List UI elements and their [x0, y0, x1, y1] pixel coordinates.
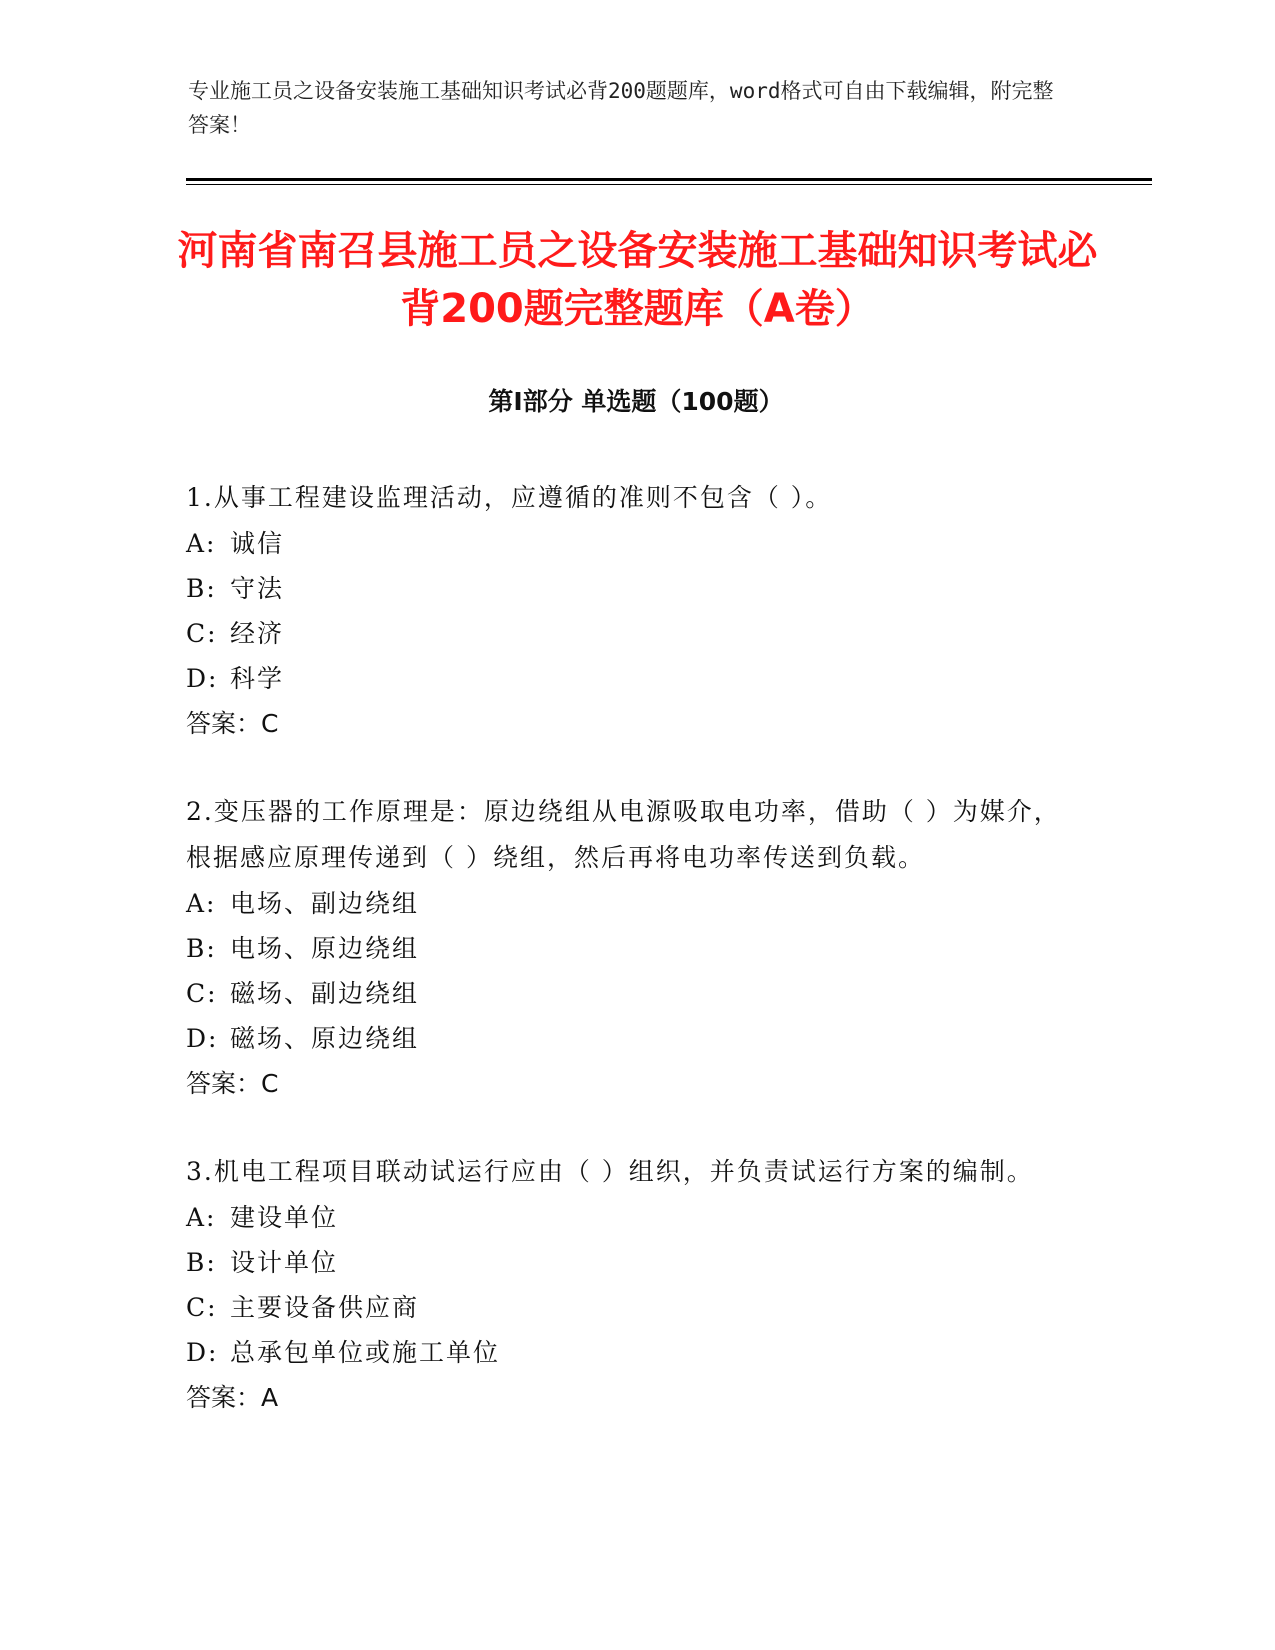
option-text: 主要设备供应商: [230, 1293, 420, 1322]
header-note: 专业施工员之设备安装施工基础知识考试必背200题题库，word格式可自由下载编辑，附完整答案！: [188, 79, 1054, 137]
option-text: 经济: [230, 619, 285, 648]
question-3: [186, 1149, 1066, 1420]
option-text: 电场、原边绕组: [230, 934, 420, 963]
question-stem: 2.变压器的工作原理是：原边绕组从电源吸取电功率，借助（ ）为媒介，根据感应原理传递到（ ）绕组，然后再将电功率传送到负载。: [186, 797, 1061, 872]
option-text: 磁场、原边绕组: [230, 1024, 420, 1053]
option-letter: A:: [186, 889, 217, 918]
header-divider-thick: [186, 178, 1152, 181]
option-letter: B:: [186, 934, 217, 963]
option-letter: A:: [186, 529, 217, 558]
option-text: 电场、副边绕组: [230, 889, 420, 918]
option-text: 守法: [230, 574, 285, 603]
option-c: [186, 1285, 1066, 1330]
option-c: [186, 611, 1066, 656]
option-letter: C:: [186, 1293, 218, 1322]
option-b: [186, 926, 1066, 971]
option-letter: D:: [186, 664, 219, 693]
option-d: [186, 656, 1066, 701]
option-text: 诚信: [230, 529, 285, 558]
option-a: [186, 521, 1066, 566]
option-text: 设计单位: [230, 1248, 339, 1277]
header-divider-thin: [186, 184, 1152, 185]
document-title: 河南省南召县施工员之设备安装施工基础知识考试必背200题完整题库（A卷）: [177, 228, 1098, 332]
answer-line: 答案：C: [186, 1069, 279, 1098]
option-text: 建设单位: [230, 1203, 339, 1232]
section-title: 第Ⅰ部分 单选题（100题）: [488, 387, 784, 416]
option-b: [186, 1240, 1066, 1285]
option-a: [186, 1195, 1066, 1240]
option-d: [186, 1016, 1066, 1061]
question-1: [186, 475, 1066, 746]
option-text: 科学: [230, 664, 285, 693]
option-b: [186, 566, 1066, 611]
question-2: [186, 789, 1066, 1106]
option-d: [186, 1330, 1066, 1375]
option-letter: D:: [186, 1024, 219, 1053]
option-text: 总承包单位或施工单位: [230, 1338, 501, 1367]
option-letter: B:: [186, 1248, 217, 1277]
answer-line: 答案：A: [186, 1383, 279, 1412]
option-letter: A:: [186, 1203, 217, 1232]
option-a: [186, 881, 1066, 926]
question-stem: 1.从事工程建设监理活动，应遵循的准则不包含（ ）。: [186, 483, 833, 512]
answer-line: 答案：C: [186, 709, 279, 738]
question-stem: 3.机电工程项目联动试运行应由（ ）组织，并负责试运行方案的编制。: [186, 1157, 1034, 1186]
option-letter: B:: [186, 574, 217, 603]
option-letter: C:: [186, 619, 218, 648]
question-list: [186, 475, 1066, 1463]
option-letter: D:: [186, 1338, 219, 1367]
option-c: [186, 971, 1066, 1016]
option-text: 磁场、副边绕组: [230, 979, 420, 1008]
option-letter: C:: [186, 979, 218, 1008]
